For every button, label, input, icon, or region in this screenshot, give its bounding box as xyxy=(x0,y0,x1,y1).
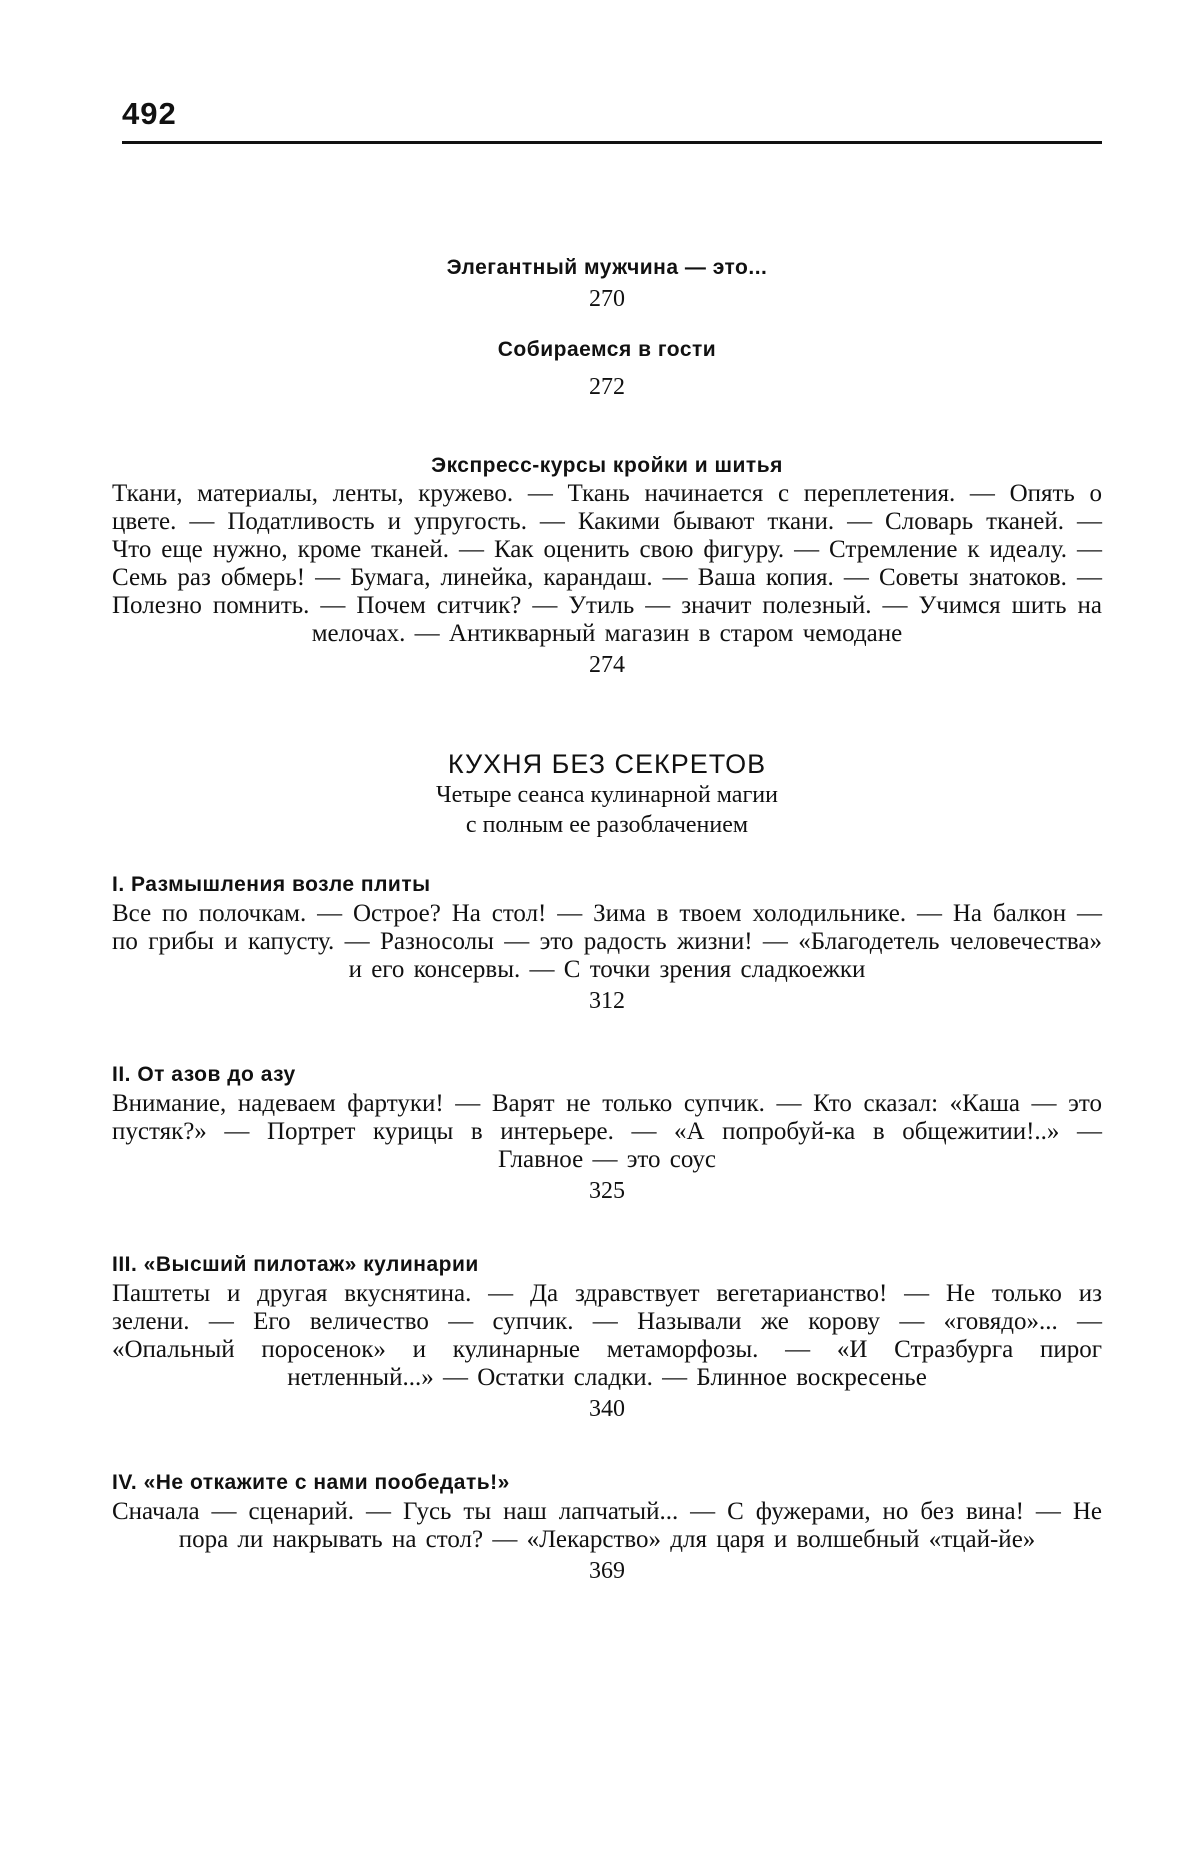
entry-title: Элегантный мужчина — это... xyxy=(446,256,768,279)
toc-chapter-4 xyxy=(112,1468,1102,1588)
part-subtitle-line-2: с полным ее разоблачением xyxy=(465,812,749,838)
header-rule xyxy=(122,141,1102,144)
toc-page xyxy=(112,96,1102,1588)
chapter-title: III. «Высший пилотаж» кулинарии xyxy=(112,1253,479,1276)
entry-page-number: 274 xyxy=(589,652,625,678)
chapter-page-number: 340 xyxy=(589,1396,625,1422)
chapter-title: I. Размышления возле плиты xyxy=(112,873,431,896)
entry-title: Собираемся в гости xyxy=(497,338,717,361)
toc-entry-sewing-courses xyxy=(112,452,1102,682)
page-header xyxy=(112,96,1102,146)
chapter-description: Паштеты и другая вкуснятина. — Да здравствует вегетарианство! — Не только из зелени. — Его величество — супчик. — Называли же корову — «говядо»... — «Опальный поросенок» и кулинарные метаморфозы. — «И Стразбурга пирог нетленный...» — Остатки сладки. — Блинное воскресенье xyxy=(112,1280,1102,1391)
toc-chapter-2 xyxy=(112,1060,1102,1208)
chapter-description: Сначала — сценарий. — Гусь ты наш лапчатый... — С фужерами, но без вина! — Не пора ли накрывать на стол? — «Лекарство» для царя и волшебный «тцай-йе» xyxy=(112,1498,1102,1553)
toc-chapter-1 xyxy=(112,870,1102,1018)
chapter-page-number: 312 xyxy=(589,988,625,1014)
part-subtitle-line-1: Четыре сеанса кулинарной магии xyxy=(436,782,778,808)
entry-description: Ткани, материалы, ленты, кружево. — Ткань начинается с переплетения. — Опять о цвете. — Податливость и упругость. — Какими бывают ткани. — Словарь тканей. — Что еще нужно, кроме тканей. — Как оценить свою фигуру. — Стремление к идеалу. — Семь раз обмерь! — Бумага, линейка, карандаш. — Ваша копия. — Советы знатоков. — Полезно помнить. — Почем ситчик? — Утиль — значит полезный. — Учимся шить на мелочах. — Антикварный магазин в старом чемодане xyxy=(112,480,1102,647)
part-heading xyxy=(112,748,1102,840)
chapter-page-number: 325 xyxy=(589,1178,625,1204)
chapter-description: Внимание, надеваем фартуки! — Варят не только супчик. — Кто сказал: «Каша — это пустяк?» — Портрет курицы в интерьере. — «А попробуй-ка в общежитии!..» — Главное — это соус xyxy=(112,1090,1102,1173)
part-title: КУХНЯ БЕЗ СЕКРЕТОВ xyxy=(447,749,767,779)
page-number: 492 xyxy=(122,96,177,131)
chapter-title: IV. «Не откажите с нами пообедать!» xyxy=(112,1471,510,1494)
chapter-page-number: 369 xyxy=(589,1558,625,1584)
chapter-title: II. От азов до азу xyxy=(112,1063,296,1086)
toc-entry-visiting xyxy=(112,336,1102,404)
entry-page-number: 272 xyxy=(589,374,625,400)
toc-entry-elegant-man xyxy=(112,254,1102,316)
entry-page-number: 270 xyxy=(589,286,625,312)
entry-title: Экспресс-курсы кройки и шитья xyxy=(431,454,783,477)
toc-chapter-3 xyxy=(112,1250,1102,1426)
chapter-description: Все по полочкам. — Острое? На стол! — Зима в твоем холодильнике. — На балкон — по грибы и капусту. — Разносолы — это радость жизни! — «Благодетель человечества» и его консервы. — С точки зрения сладкоежки xyxy=(112,900,1102,983)
